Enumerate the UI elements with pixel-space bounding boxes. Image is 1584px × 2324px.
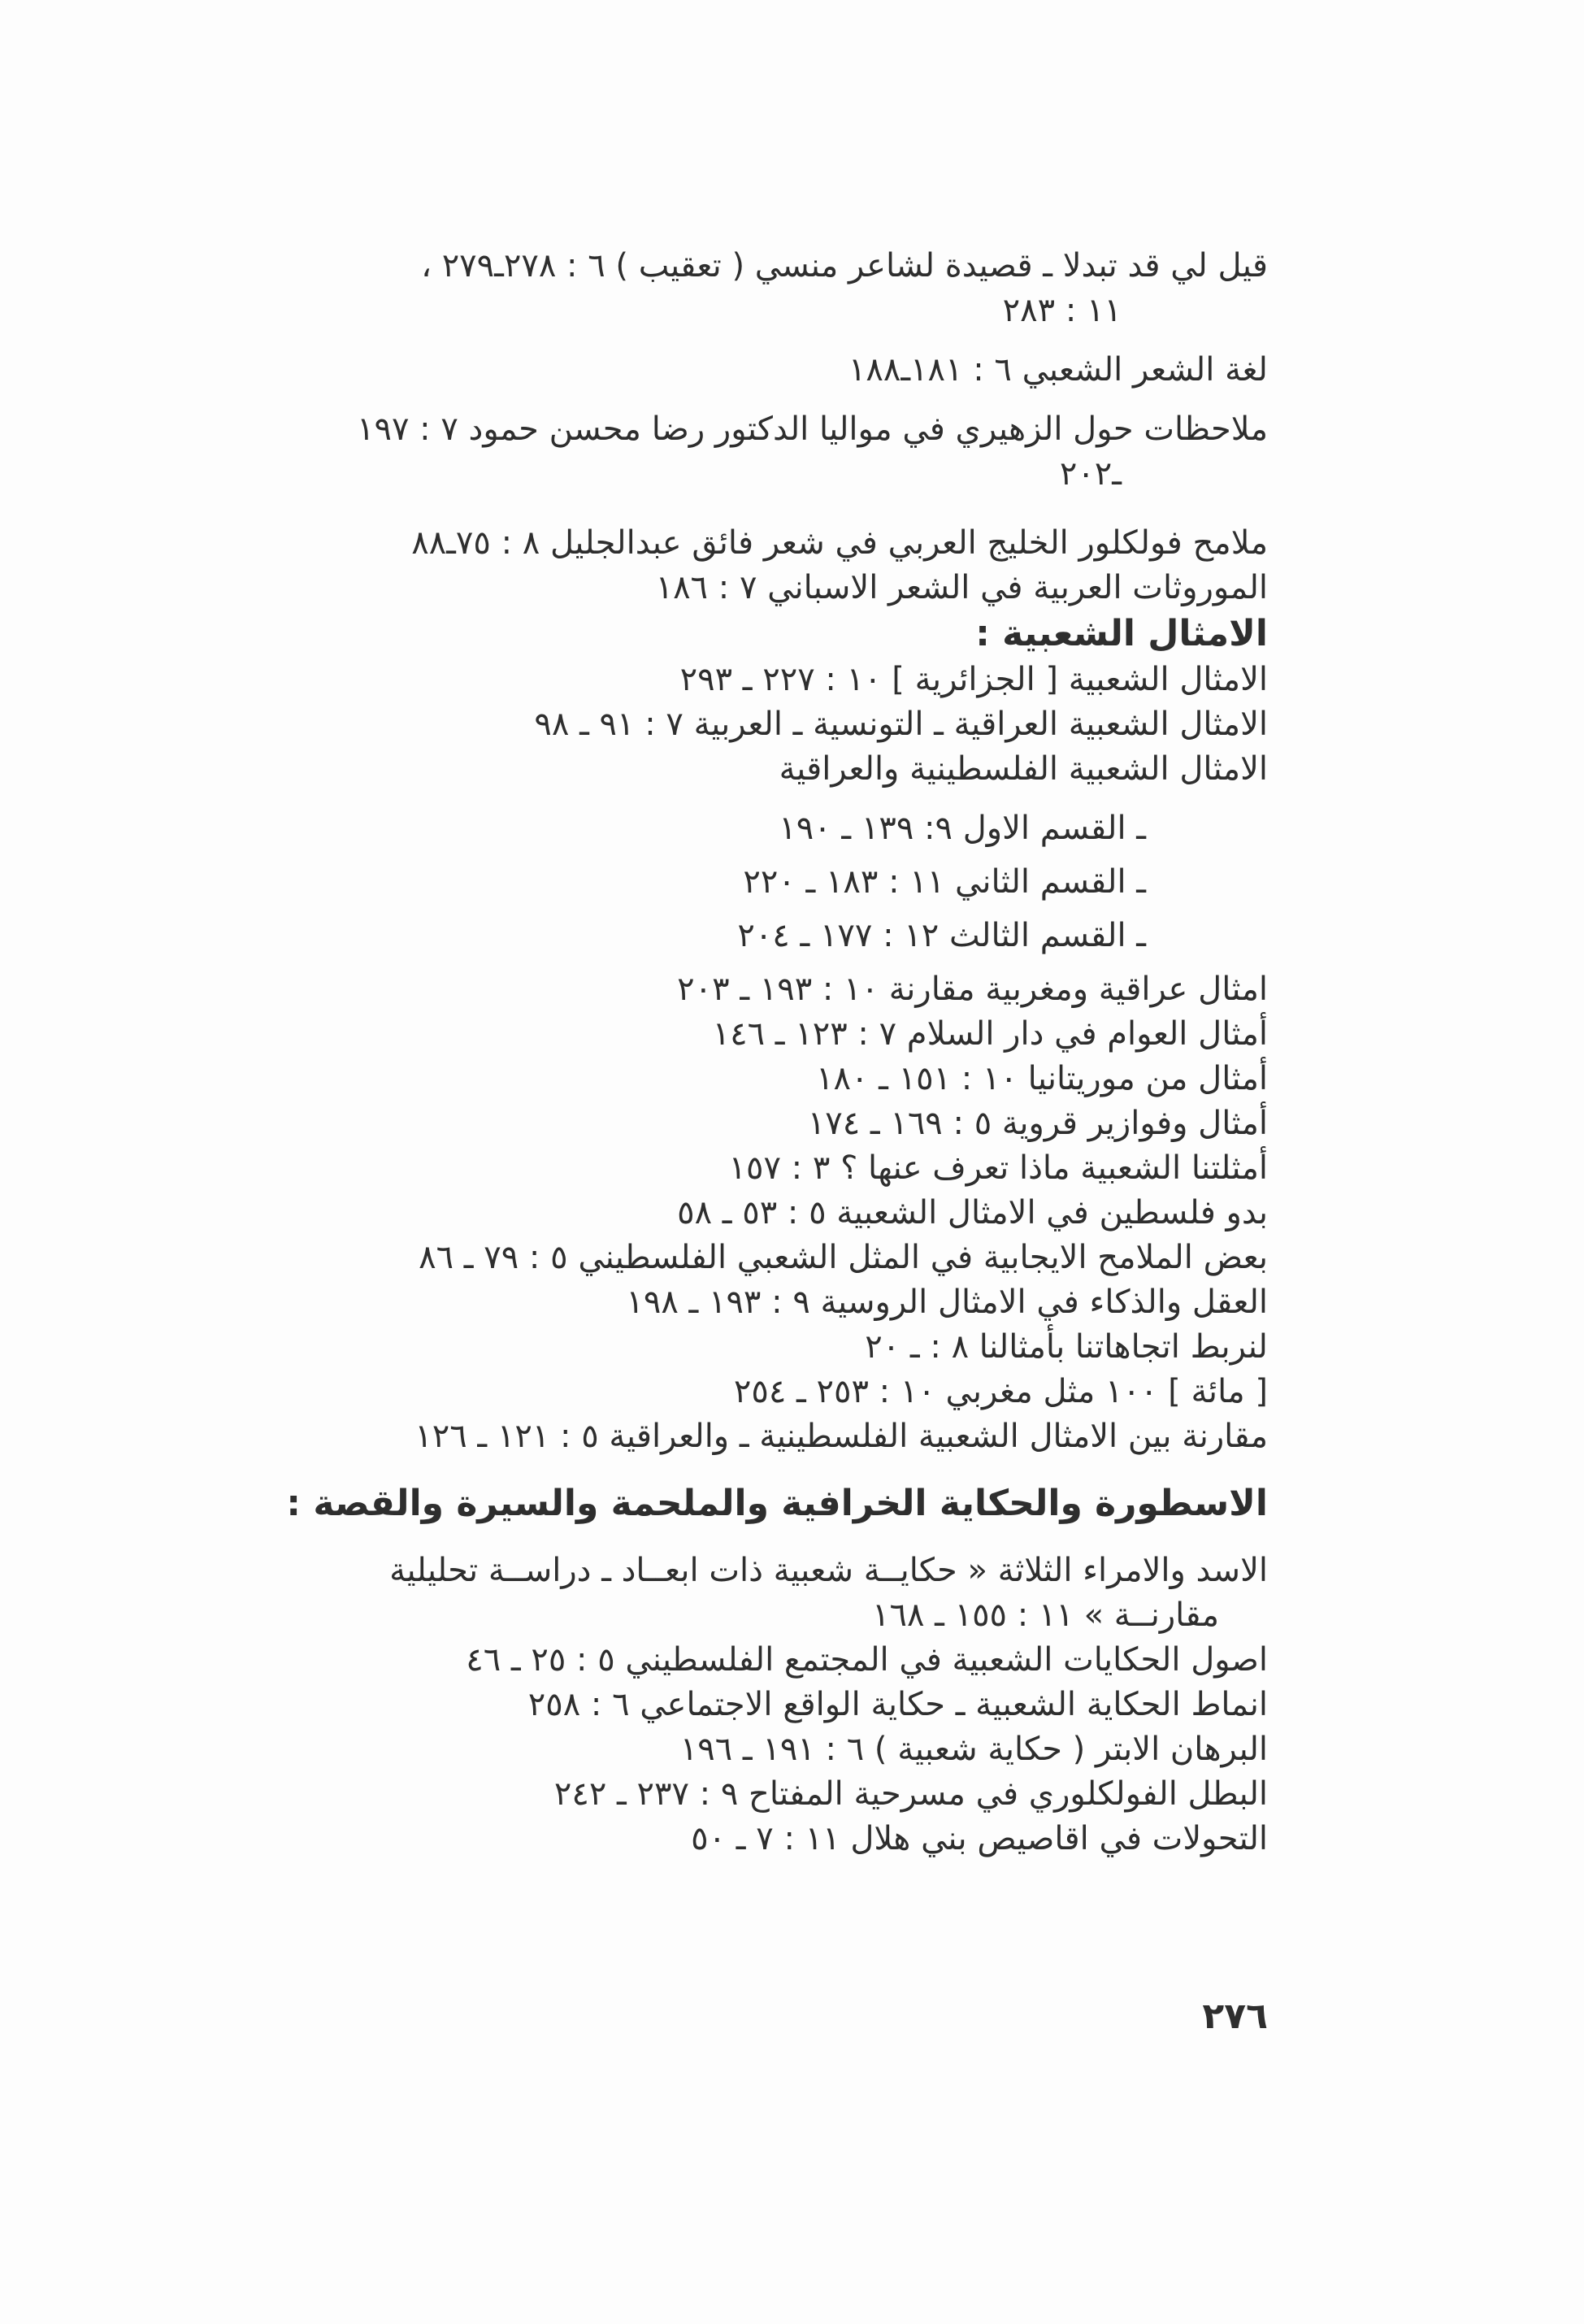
- index-entry: لنربط اتجاهاتنا بأمثالنا ٨ : ـ ٢٠: [865, 1328, 1268, 1366]
- index-entry: التحولات في اقاصيص بني هلال ١١ : ٧ ـ ٥٠: [691, 1820, 1268, 1857]
- index-entry: العقل والذكاء في الامثال الروسية ٩ : ١٩٣ ـ ١٩٨: [626, 1284, 1268, 1321]
- index-entry-continuation: مقارنــة » ١١ : ١٥٥ ـ ١٦٨: [871, 1596, 1219, 1634]
- index-entry: ملاحظات حول الزهيري في مواليا الدكتور رضا محسن حمود ٧ : ١٩٧: [357, 411, 1268, 448]
- section-heading-legends-tales: الاسطورة والحكاية الخرافية والملحمة والسيرة والقصة :: [286, 1483, 1268, 1524]
- section-heading-proverbs: الامثال الشعبية :: [975, 613, 1268, 654]
- index-entry: الموروثات العربية في الشعر الاسباني ٧ : ١٨٦: [655, 569, 1268, 606]
- index-entry-continuation: ١١ : ٢٨٣: [1002, 292, 1122, 329]
- index-entry: لغة الشعر الشعبي ٦ : ١٨١ـ١٨٨: [848, 351, 1268, 389]
- index-entry: امثال عراقية ومغربية مقارنة ١٠ : ١٩٣ ـ ٢٠٣: [677, 971, 1268, 1008]
- index-entry: البرهان الابتر ( حكاية شعبية ) ٦ : ١٩١ ـ ١٩٦: [679, 1731, 1268, 1768]
- page-number: ٢٧٦: [1202, 1996, 1268, 2037]
- index-entry: قيل لي قد تبدلا ـ قصيدة لشاعر منسي ( تعقيب ) ٦ : ٢٧٨ـ٢٧٩ ،: [421, 247, 1268, 285]
- index-entry: بعض الملامح الايجابية في المثل الشعبي الفلسطيني ٥ : ٧٩ ـ ٨٦: [419, 1239, 1268, 1276]
- index-entry: مقارنة بين الامثال الشعبية الفلسطينية ـ والعراقية ٥ : ١٢١ ـ ١٢٦: [414, 1418, 1268, 1455]
- index-entry: الامثال الشعبية الفلسطينية والعراقية: [779, 750, 1268, 788]
- index-entry: انماط الحكاية الشعبية ـ حكاية الواقع الاجتماعي ٦ : ٢٥٨: [527, 1686, 1268, 1723]
- index-entry: بدو فلسطين في الامثال الشعبية ٥ : ٥٣ ـ ٥٨: [677, 1194, 1268, 1232]
- index-entry: البطل الفولكلوري في مسرحية المفتاح ٩ : ٢٣٧ ـ ٢٤٢: [553, 1775, 1268, 1813]
- index-subentry: ـ القسم الثاني ١١ : ١٨٣ ـ ٢٢٠: [743, 863, 1146, 901]
- index-entry: [ مائة ] ١٠٠ مثل مغربي ١٠ : ٢٥٣ ـ ٢٥٤: [733, 1373, 1268, 1410]
- index-entry: الامثال الشعبية العراقية ـ التونسية ـ العربية ٧ : ٩١ ـ ٩٨: [534, 706, 1268, 743]
- index-entry: ملامح فولكلور الخليج العربي في شعر فائق عبدالجليل ٨ : ٧٥ـ٨٨: [411, 524, 1268, 562]
- index-subentry: ـ القسم الثالث ١٢ : ١٧٧ ـ ٢٠٤: [737, 917, 1146, 954]
- index-entry: أمثلتنا الشعبية ماذا تعرف عنها ؟ ٣ : ١٥٧: [728, 1149, 1268, 1187]
- index-entry: الاسد والامراء الثلاثة « حكايــة شعبية ذات ابعــاد ـ دراســة تحليلية: [389, 1552, 1268, 1589]
- index-entry: أمثال من موريتانيا ١٠ : ١٥١ ـ ١٨٠: [815, 1060, 1268, 1097]
- index-entry: الامثال الشعبية [ الجزائرية ] ١٠ : ٢٢٧ ـ ٢٩٣: [679, 661, 1268, 698]
- index-entry: اصول الحكايات الشعبية في المجتمع الفلسطيني ٥ : ٢٥ ـ ٤٦: [466, 1641, 1268, 1679]
- index-entry-continuation: ـ٢٠٢: [1059, 455, 1122, 493]
- index-entry: أمثال وفوازير قروية ٥ : ١٦٩ ـ ١٧٤: [807, 1105, 1268, 1142]
- index-page: [203, 244, 1268, 1861]
- index-entry: أمثال العوام في دار السلام ٧ : ١٢٣ ـ ١٤٦: [712, 1015, 1268, 1053]
- index-subentry: ـ القسم الاول ٩: ١٣٩ ـ ١٩٠: [779, 810, 1146, 847]
